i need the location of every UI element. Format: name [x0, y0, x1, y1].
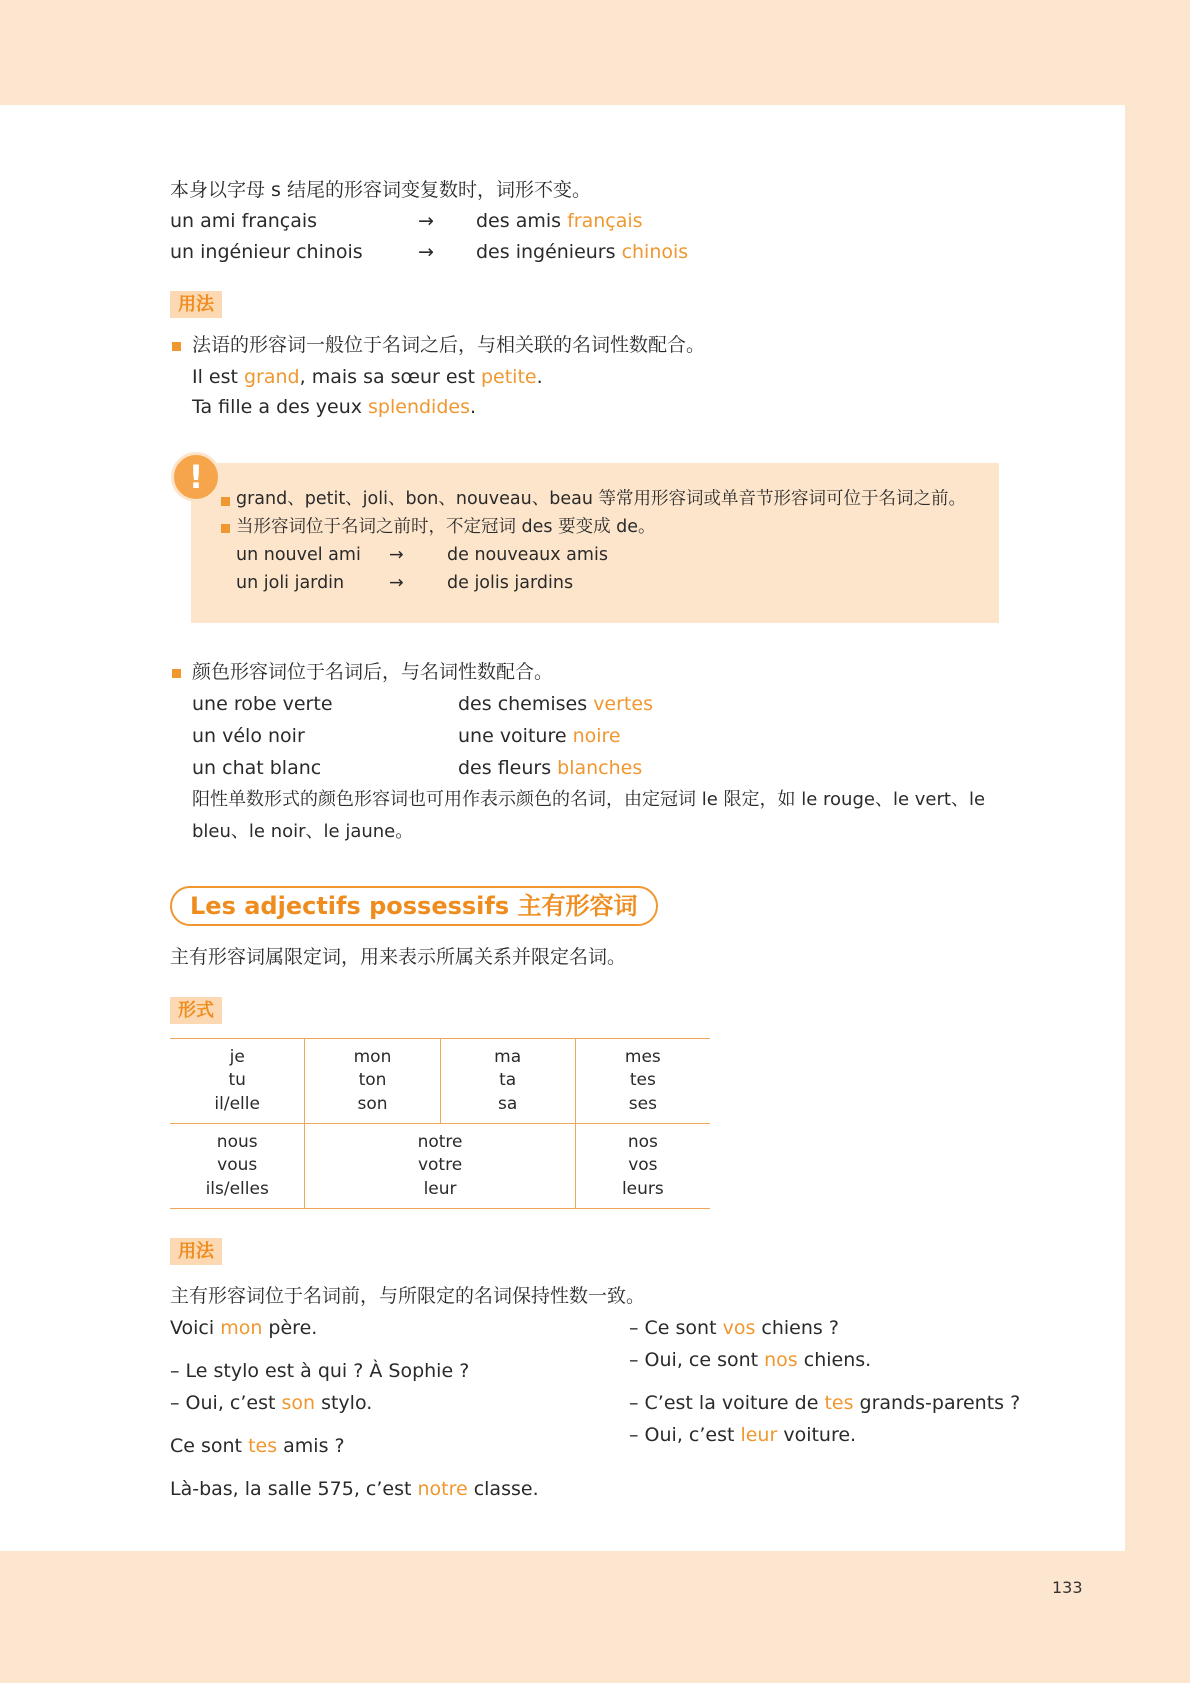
bullet-square-icon [221, 497, 230, 506]
colors-note: bleu、le noir、le jaune。 [192, 821, 414, 842]
colors-bullet-text: 颜色形容词位于名词后，与名词性数配合。 [192, 661, 554, 683]
color-example-right: des fleurs blanches [458, 757, 643, 779]
possessive-table [170, 1038, 710, 1209]
table-cell-plural: nos vos leurs [575, 1124, 710, 1209]
page-number: 133 [1052, 1578, 1083, 1597]
possessive-example: – Oui, c’est leur voiture. [629, 1424, 857, 1446]
note-example-left: un joli jardin [236, 573, 345, 593]
possessive-example: Là-bas, la salle 575, c’est notre classe. [170, 1478, 539, 1500]
usage-example: Il est grand, mais sa sœur est petite. [192, 366, 543, 388]
table-cell-pronouns: nous vous ils/elles [170, 1124, 305, 1209]
table-cell-singular: notre votre leur [305, 1124, 575, 1209]
bullet-square-icon [172, 342, 181, 351]
example-right: des amis français [476, 210, 643, 232]
usage-tag: 用法 [170, 1238, 222, 1265]
table-cell-plural: mes tes ses [575, 1039, 710, 1124]
note-example-right: de nouveaux amis [447, 545, 608, 565]
table-cell-masc: mon ton son [305, 1039, 440, 1124]
possessive-example: Ce sont tes amis ? [170, 1435, 345, 1457]
possessive-example: – Le stylo est à qui ? À Sophie ? [170, 1360, 470, 1382]
possessifs-usage-intro: 主有形容词位于名词前，与所限定的名词保持性数一致。 [170, 1285, 646, 1307]
color-example-left: un chat blanc [192, 757, 322, 779]
example-left: un ami français [170, 210, 318, 232]
table-cell-fem: ma ta sa [440, 1039, 575, 1124]
color-example-left: une robe verte [192, 693, 333, 715]
usage-bullet-text: 法语的形容词一般位于名词之后，与相关联的名词性数配合。 [192, 334, 706, 356]
bullet-square-icon [221, 524, 230, 533]
page-content [0, 105, 1125, 1551]
color-example-left: un vélo noir [192, 725, 305, 747]
section-title: Les adjectifs possessifs 主有形容词 [170, 886, 658, 926]
note-example-left: un nouvel ami [236, 545, 361, 565]
possessive-example: – Oui, c’est son stylo. [170, 1392, 373, 1414]
form-tag: 形式 [170, 997, 222, 1024]
usage-tag: 用法 [170, 291, 222, 318]
plural-s-intro: 本身以字母 s 结尾的形容词变复数时，词形不变。 [170, 179, 591, 201]
note-line: grand、petit、joli、bon、nouveau、beau 等常用形容词或单音节形容词可位于名词之前。 [236, 489, 966, 509]
table-cell-pronouns: je tu il/elle [170, 1039, 305, 1124]
color-example-right: une voiture noire [458, 725, 621, 747]
arrow: → [418, 210, 434, 232]
note-box [191, 463, 999, 623]
example-right: des ingénieurs chinois [476, 241, 689, 263]
exclamation-icon: ! [171, 452, 221, 502]
colors-note: 阳性单数形式的颜色形容词也可用作表示颜色的名词，由定冠词 le 限定，如 le rouge、le vert、le [192, 789, 986, 810]
possessive-example: – Oui, ce sont nos chiens. [629, 1349, 872, 1371]
possessive-example: Voici mon père. [170, 1317, 318, 1339]
possessive-example: – C’est la voiture de tes grands-parents ? [629, 1392, 1021, 1414]
arrow: → [389, 573, 404, 593]
bullet-square-icon [172, 669, 181, 678]
possessifs-intro: 主有形容词属限定词，用来表示所属关系并限定名词。 [170, 946, 627, 968]
usage-example: Ta fille a des yeux splendides. [192, 396, 477, 418]
example-left: un ingénieur chinois [170, 241, 363, 263]
arrow: → [418, 241, 434, 263]
note-example-right: de jolis jardins [447, 573, 574, 593]
note-line: 当形容词位于名词之前时，不定冠词 des 要变成 de。 [236, 517, 656, 537]
possessive-example: – Ce sont vos chiens ? [629, 1317, 839, 1339]
arrow: → [389, 545, 404, 565]
color-example-right: des chemises vertes [458, 693, 653, 715]
